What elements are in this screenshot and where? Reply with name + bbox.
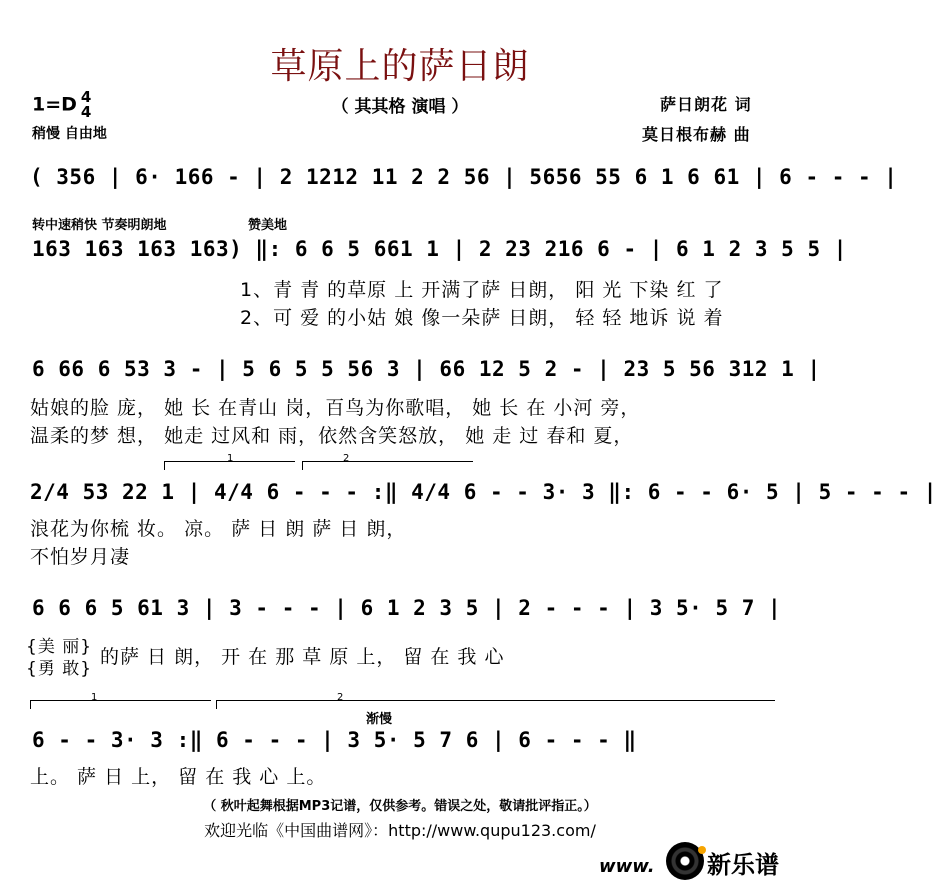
page-title: 草原上的萨日朗 — [270, 46, 530, 87]
lyric-verse-1: 浪花为你梳 妆。 凉。 萨 日 朗 萨 日 朗， — [30, 518, 407, 540]
lyric-verse-1: 的萨 日 朗， 开 在 那 草 原 上， 留 在 我 心 — [100, 646, 505, 668]
transcription-note: （ 秋叶起舞根据MP3记谱，仅供参考。错误之处，敬请批评指正。） — [203, 799, 597, 814]
staff-line-1: ( 356 | 6· 166 - | 2 1212 11 2 2 56 | 5656 55 6 1 6 61 | 6 - - - | — [30, 165, 898, 189]
lyric-verse-1: 上。 萨 日 上， 留 在 我 心 上。 — [30, 766, 327, 788]
key-signature: 1=D 4 4 — [32, 88, 92, 121]
staff-line-6: 6 - - 3· 3 :‖ 6 - - - | 3 5· 5 7 6 | 6 - - - ‖ — [32, 728, 637, 752]
lyric-verse-2: 不怕岁月凄 — [30, 546, 131, 568]
vinyl-disc-icon — [666, 842, 704, 880]
lyric-verse-2: 温柔的梦 想， 她走 过风和 雨，依然含笑怒放， 她 走 过 春和 夏， — [30, 425, 634, 447]
site-welcome-link[interactable]: 欢迎光临《中国曲谱网》：http://www.qupu123.com/ — [204, 821, 596, 840]
brand-logo: 新乐谱 — [707, 851, 779, 879]
lyric-verse-1: 姑娘的脸 庞， 她 长 在青山 岗，百鸟为你歌唱， 她 长 在 小河 旁， — [30, 397, 641, 419]
staff-line-5: 6 6 6 5 61 3 | 3 - - - | 6 1 2 3 5 | 2 - - - | 3 5· 5 7 | — [32, 596, 782, 620]
lyric-verse-2: 2、可 爱 的小姑 娘 像一朵萨 日朗， 轻 轻 地诉 说 着 — [240, 307, 724, 329]
volta-bracket: 2 — [302, 461, 473, 470]
tempo-marking: 稍慢 自由地 — [32, 126, 107, 142]
composer-credit: 莫日根布赫 曲 — [642, 125, 751, 144]
volta-bracket: 2 — [216, 700, 775, 709]
lyricist-credit: 萨日朗花 词 — [660, 95, 752, 114]
expression-mark: 渐慢 — [366, 712, 393, 727]
singer-credit: （ 其其格 演唱 ） — [331, 97, 469, 117]
lyric-alt-1: {美 丽} — [26, 637, 93, 657]
expression-mark: 赞美地 — [248, 218, 288, 233]
watermark-url: www. — [599, 856, 655, 877]
lyric-verse-1: 1、青 青 的草原 上 开满了萨 日朗， 阳 光 下染 红 了 — [240, 279, 724, 301]
time-signature: 4 4 — [80, 88, 92, 121]
expression-mark: 转中速稍快 节奏明朗地 — [32, 218, 167, 233]
volta-bracket: 1 — [30, 700, 211, 709]
staff-line-3: 6 66 6 53 3 - | 5 6 5 5 56 3 | 66 12 5 2 - | 23 5 56 312 1 | — [32, 357, 821, 381]
staff-line-2: 163 163 163 163) ‖: 6 6 5 661 1 | 2 23 216 6 - | 6 1 2 3 5 5 | — [32, 237, 847, 261]
lyric-alt-2: {勇 敢} — [26, 659, 93, 679]
staff-line-4: 2/4 53 22 1 | 4/4 6 - - - :‖ 4/4 6 - - 3· 3 ‖: 6 - - 6· 5 | 5 - - - | — [30, 480, 937, 504]
volta-bracket: 1 — [164, 461, 295, 470]
